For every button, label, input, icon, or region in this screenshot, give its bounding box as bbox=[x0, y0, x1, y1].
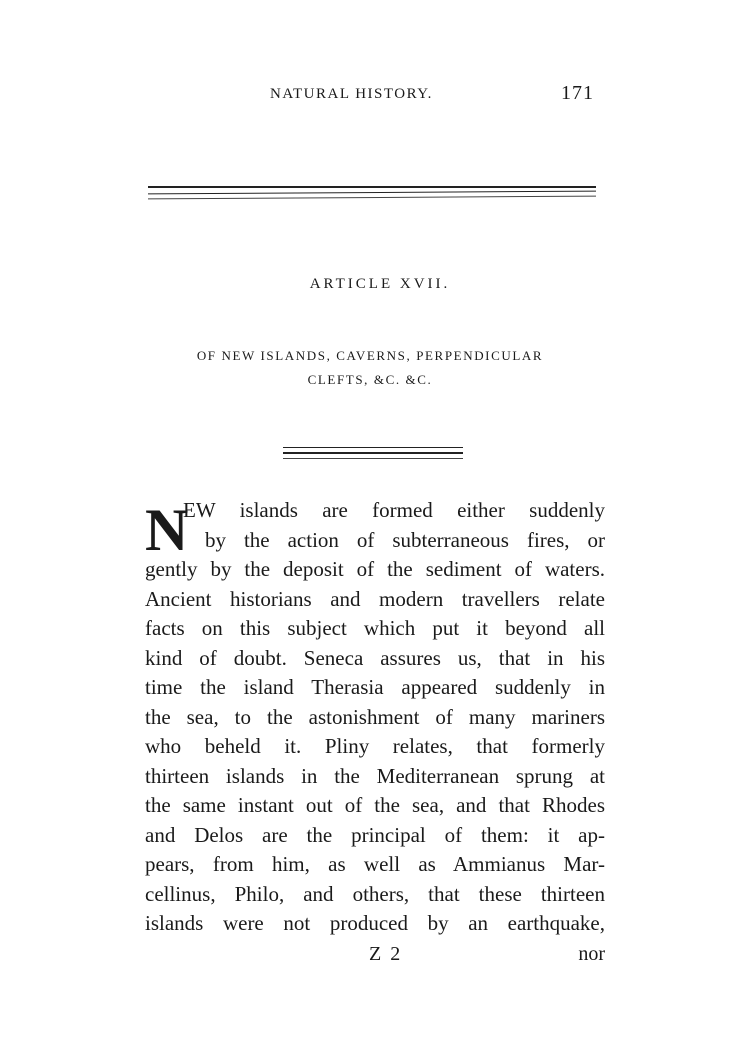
text-line: by the action of subterraneous fires, or bbox=[205, 527, 605, 552]
running-title: NATURAL HISTORY. bbox=[270, 86, 433, 102]
text-line: who beheld it. Pliny relates, that formerly bbox=[145, 734, 605, 758]
text-line: time the island Therasia appeared suddenly in bbox=[145, 675, 605, 699]
article-subtitle-line: OF NEW ISLANDS, CAVERNS, PERPENDICULAR bbox=[196, 348, 544, 363]
header-rule bbox=[148, 186, 596, 200]
article-subtitle-line: CLEFTS, &C. &C. bbox=[307, 372, 433, 387]
page-number: 171 bbox=[561, 82, 594, 104]
text-line: cellinus, Philo, and others, that these thirteen bbox=[145, 881, 605, 906]
article-heading: ARTICLE XVII. bbox=[309, 276, 451, 292]
text-line: and Delos are the principal of them: it ap- bbox=[145, 822, 605, 847]
text-line: pears, from him, as well as Ammianus Mar- bbox=[145, 852, 605, 876]
drop-cap: N bbox=[145, 497, 189, 563]
section-rule bbox=[283, 447, 463, 461]
text-line: kind of doubt. Seneca assures us, that in his bbox=[145, 645, 605, 670]
text-line: the sea, to the astonishment of many mariners bbox=[145, 704, 605, 729]
text-line: thirteen islands in the Mediterranean sprung at bbox=[145, 763, 605, 788]
text-line: Ancient historians and modern travellers relate bbox=[145, 586, 605, 611]
catchword: nor bbox=[578, 943, 605, 965]
article-subtitle bbox=[150, 344, 590, 392]
footer bbox=[145, 943, 605, 969]
body-text bbox=[145, 496, 605, 939]
text-line: gently by the deposit of the sediment of waters. bbox=[145, 557, 605, 581]
signature-mark: Z 2 bbox=[369, 943, 403, 965]
text-line: facts on this subject which put it beyond all bbox=[145, 616, 605, 640]
text-line: the same instant out of the sea, and that Rhodes bbox=[145, 793, 605, 817]
text-line: islands were not produced by an earthquake, bbox=[145, 911, 605, 935]
text-line: EW islands are formed either suddenly bbox=[183, 498, 605, 522]
